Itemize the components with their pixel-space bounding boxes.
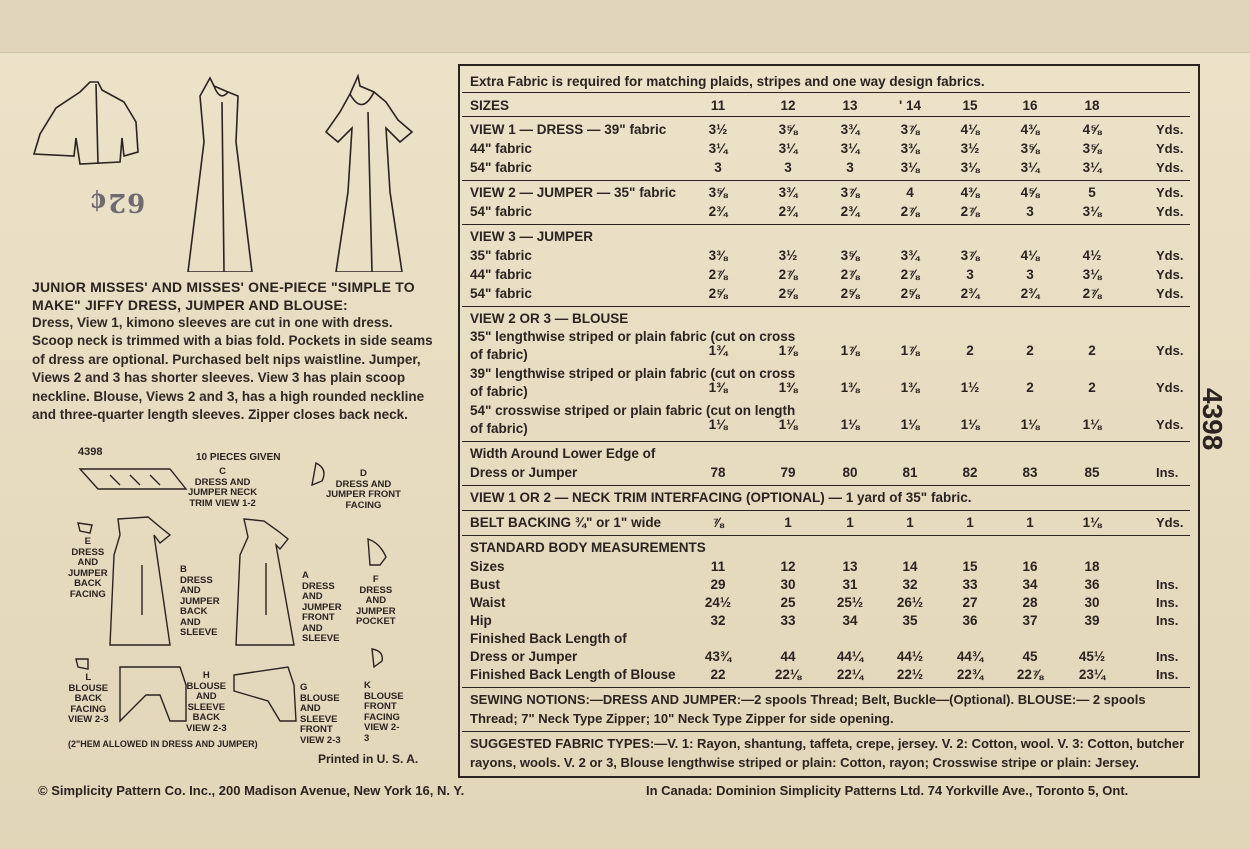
table-rule bbox=[462, 224, 1190, 225]
view3-row-unit: Yds. bbox=[1156, 286, 1184, 301]
piece-g-label: G BLOUSE AND SLEEVE FRONT VIEW 2-3 bbox=[300, 682, 341, 746]
view2-row-label: 54" fabric bbox=[470, 204, 532, 219]
fbl-row-value: 43¾ bbox=[704, 649, 732, 664]
view3-title: VIEW 3 — JUMPER bbox=[470, 229, 594, 244]
view3-row-value: 2⅝ bbox=[708, 286, 728, 301]
price-stamp: 62¢ bbox=[88, 187, 146, 217]
view3-row-value: 2⅞ bbox=[778, 267, 798, 282]
blouse-row-value: 1⅛ bbox=[1020, 417, 1040, 432]
view3-row-unit: Yds. bbox=[1156, 267, 1184, 282]
piece-k-label: K BLOUSE FRONT FACING VIEW 2- 3 bbox=[364, 680, 404, 744]
footer-canada: In Canada: Dominion Simplicity Patterns Ltd. 74 Yorkville Ave., Toronto 5, Ont. bbox=[646, 783, 1129, 798]
view3-row-unit: Yds. bbox=[1156, 248, 1184, 263]
width-label: Width Around Lower Edge of bbox=[470, 446, 656, 461]
view1-row-value: 3¼ bbox=[1082, 160, 1102, 175]
measurement-row-value: 37 bbox=[1022, 613, 1038, 628]
measurement-row-unit: Ins. bbox=[1156, 595, 1179, 610]
belt-row-value: ⅞ bbox=[712, 515, 724, 530]
fbb-row-value: 22¼ bbox=[836, 667, 864, 682]
size-header: 18 bbox=[1084, 98, 1100, 113]
table-rule bbox=[462, 687, 1190, 688]
piece-c-label: C DRESS AND JUMPER NECK TRIM VIEW 1-2 bbox=[188, 466, 258, 509]
measurement-row-label: Waist bbox=[470, 595, 506, 610]
fbb-row-value: 23¼ bbox=[1078, 667, 1106, 682]
view3-row-value: 3⅞ bbox=[960, 248, 980, 263]
pattern-description: Dress, View 1, kimono sleeves are cut in one with dress. Scoop neck is trimmed with a bias fold. Pockets in side seams of dress are optional. Purchased belt nips waistline. Jumper, Views 2 and 3 has shorter sleeves. View 3 has plain scoop neckline. Blouse, Views 2 and 3, has a high rounded neckline and three-quarter length sleeves. Zipper closes back neck. bbox=[32, 315, 433, 423]
blouse-row-unit: Yds. bbox=[1156, 380, 1184, 395]
measurement-row-value: 32 bbox=[902, 577, 918, 592]
belt-row-value: 1 bbox=[966, 515, 974, 530]
view2-row-unit: Yds. bbox=[1156, 204, 1184, 219]
view3-row-label: 35" fabric bbox=[470, 248, 532, 263]
view2-row-unit: Yds. bbox=[1156, 185, 1184, 200]
view1-row-value: 3⅝ bbox=[1082, 141, 1102, 156]
width-row-value: 83 bbox=[1022, 465, 1038, 480]
measurement-row-value: 34 bbox=[842, 613, 858, 628]
view3-row-value: 2⅞ bbox=[900, 267, 920, 282]
piece-a-label: A DRESS AND JUMPER FRONT AND SLEEVE bbox=[302, 570, 342, 644]
size-header: 16 bbox=[1022, 98, 1038, 113]
view2-row-value: 3⅝ bbox=[708, 185, 728, 200]
view1-row-label: 44" fabric bbox=[470, 141, 532, 156]
measurement-row-value: 14 bbox=[902, 559, 918, 574]
piece-f-label: F DRESS AND JUMPER POCKET bbox=[356, 574, 396, 627]
size-header: 13 bbox=[842, 98, 858, 113]
view3-row-value: 4½ bbox=[1082, 248, 1102, 263]
garment-sketches bbox=[28, 72, 448, 272]
blouse-row-value: 1⅜ bbox=[900, 380, 920, 395]
view3-row-value: 2¾ bbox=[960, 286, 980, 301]
piece-l-label: L BLOUSE BACK FACING VIEW 2-3 bbox=[68, 672, 109, 725]
measurement-row-value: 32 bbox=[710, 613, 726, 628]
finished-back-length-label: Finished Back Length of bbox=[470, 631, 627, 646]
measurement-row-value: 33 bbox=[780, 613, 796, 628]
belt-row-unit: Yds. bbox=[1156, 515, 1184, 530]
view1-row-value: 3¼ bbox=[708, 141, 728, 156]
pieces-pattern-number: 4398 bbox=[78, 446, 103, 458]
blouse-row-value: 2 bbox=[1088, 380, 1096, 395]
measurement-row-label: Sizes bbox=[470, 559, 505, 574]
blouse-row-label: of fabric) bbox=[470, 421, 528, 436]
view3-row-value: 3⅜ bbox=[708, 248, 728, 263]
view1-row-value: 3¼ bbox=[778, 141, 798, 156]
fbb-row-value: 22½ bbox=[896, 667, 924, 682]
view1-row-unit: Yds. bbox=[1156, 122, 1184, 137]
measurement-row-value: 39 bbox=[1084, 613, 1100, 628]
view2-row-value: 3⅞ bbox=[840, 185, 860, 200]
blouse-row-value: 1⅛ bbox=[960, 417, 980, 432]
measurement-row-value: 30 bbox=[780, 577, 796, 592]
view1-row-value: 3¼ bbox=[1020, 160, 1040, 175]
blouse-row-value: 1¾ bbox=[708, 343, 728, 358]
printed-in-usa: Printed in U. S. A. bbox=[318, 752, 419, 766]
blouse-row-label: 35" lengthwise striped or plain fabric (cut on cross bbox=[470, 329, 796, 344]
table-rule bbox=[462, 306, 1190, 307]
view3-row-value: 3½ bbox=[778, 248, 798, 263]
measurement-row-value: 12 bbox=[780, 559, 796, 574]
size-header: ' 14 bbox=[899, 98, 921, 113]
blouse-row-value: 1½ bbox=[960, 380, 980, 395]
table-rule bbox=[462, 180, 1190, 181]
fbl-row-value: 45½ bbox=[1078, 649, 1106, 664]
table-rule bbox=[462, 731, 1190, 732]
view1-row-value: 3 bbox=[784, 160, 792, 175]
blouse-row-value: 2 bbox=[966, 343, 974, 358]
table-rule bbox=[462, 92, 1190, 93]
measurement-row-value: 29 bbox=[710, 577, 726, 592]
blouse-row-value: 1⅛ bbox=[778, 417, 798, 432]
measurement-row-value: 11 bbox=[710, 559, 726, 574]
pattern-pieces-diagram bbox=[30, 445, 440, 765]
table-rule bbox=[462, 510, 1190, 511]
view1-row-value: 3¾ bbox=[840, 122, 860, 137]
belt-row-value: 1 bbox=[784, 515, 792, 530]
view3-row-value: 3 bbox=[1026, 267, 1034, 282]
view1-row-value: 3¼ bbox=[840, 141, 860, 156]
pattern-headline: JUNIOR MISSES' AND MISSES' ONE-PIECE "SIMPLE TO MAKE" JIFFY DRESS, JUMPER AND BLOUSE: bbox=[32, 279, 415, 313]
piece-d-label: D DRESS AND JUMPER FRONT FACING bbox=[326, 468, 401, 511]
blouse-row-unit: Yds. bbox=[1156, 343, 1184, 358]
fbl-row-unit: Ins. bbox=[1156, 649, 1179, 664]
measurement-row-label: Bust bbox=[470, 577, 500, 592]
view1-row-value: 3½ bbox=[960, 141, 980, 156]
piece-h-label: H BLOUSE AND SLEEVE BACK VIEW 2-3 bbox=[186, 670, 227, 734]
width-row-value: 79 bbox=[780, 465, 796, 480]
measurement-row-value: 34 bbox=[1022, 577, 1038, 592]
envelope-flap bbox=[0, 0, 1250, 53]
blouse-row-value: 1⅜ bbox=[778, 380, 798, 395]
fbl-row-value: 44½ bbox=[896, 649, 924, 664]
blouse-row-value: 2 bbox=[1026, 380, 1034, 395]
measurement-row-value: 28 bbox=[1022, 595, 1038, 610]
blouse-row-label: of fabric) bbox=[470, 347, 528, 362]
belt-row-value: 1⅛ bbox=[1082, 515, 1102, 530]
view1-title: VIEW 1 — DRESS — 39" fabric bbox=[470, 122, 667, 137]
view1-row-value: 3 bbox=[846, 160, 854, 175]
view2-row-value: 3¾ bbox=[778, 185, 798, 200]
view2-row-value: 4⅜ bbox=[960, 185, 980, 200]
view3-row-value: 3⅝ bbox=[840, 248, 860, 263]
blouse-row-value: 2 bbox=[1088, 343, 1096, 358]
view1-row-value: 3⅜ bbox=[900, 141, 920, 156]
view1-row-value: 3 bbox=[714, 160, 722, 175]
view3-row-value: 4⅛ bbox=[1020, 248, 1040, 263]
table-rule bbox=[462, 535, 1190, 536]
table-rule bbox=[462, 441, 1190, 442]
blouse-title: VIEW 2 OR 3 — BLOUSE bbox=[470, 311, 629, 326]
measurement-row-value: 30 bbox=[1084, 595, 1100, 610]
extra-fabric-note: Extra Fabric is required for matching plaids, stripes and one way design fabrics. bbox=[470, 74, 985, 89]
measurement-row-value: 13 bbox=[842, 559, 858, 574]
view2-row-value: 2¾ bbox=[708, 204, 728, 219]
width-row-value: 82 bbox=[962, 465, 978, 480]
measurement-row-value: 31 bbox=[842, 577, 858, 592]
measurement-row-label: Hip bbox=[470, 613, 492, 628]
suggested-fabrics: SUGGESTED FABRIC TYPES:—V. 1: Rayon, shantung, taffeta, crepe, jersey. V. 2: Cotton, wool. V. 3: Cotton, butcher rayons, wools. V. 2 or 3, Blouse lengthwise striped or plain: Cotton, rayon; Crosswise stripe or plain: Jersey. bbox=[470, 736, 1185, 770]
measurement-row-unit: Ins. bbox=[1156, 613, 1179, 628]
size-header: 15 bbox=[962, 98, 978, 113]
footer-copyright: © Simplicity Pattern Co. Inc., 200 Madison Avenue, New York 16, N. Y. bbox=[38, 783, 465, 798]
view1-row-value: 3⅞ bbox=[900, 122, 920, 137]
view2-row-value: 4⅝ bbox=[1020, 185, 1040, 200]
blouse-row-label: 54" crosswise striped or plain fabric (cut on length bbox=[470, 403, 796, 418]
size-header: 12 bbox=[780, 98, 796, 113]
view3-row-value: 2¾ bbox=[1020, 286, 1040, 301]
blouse-row-value: 1⅛ bbox=[708, 417, 728, 432]
table-rule bbox=[462, 116, 1190, 117]
view2-row-value: 4 bbox=[906, 185, 914, 200]
sewing-notions: SEWING NOTIONS:—DRESS AND JUMPER:—2 spools Thread; Belt, Buckle—(Optional). BLOUSE:— 2 spools Thread; 7" Neck Type Zipper; 10" Neck Type Zipper for side opening. bbox=[470, 692, 1146, 726]
fbl-row-value: 44 bbox=[780, 649, 796, 664]
hem-note: (2"HEM ALLOWED IN DRESS AND JUMPER) bbox=[68, 739, 258, 749]
measurement-row-value: 26½ bbox=[896, 595, 924, 610]
view1-row-value: 3⅝ bbox=[778, 122, 798, 137]
measurement-row-value: 36 bbox=[1084, 577, 1100, 592]
view1-row-value: 4⅜ bbox=[1020, 122, 1040, 137]
fbb-row-value: 22⅛ bbox=[774, 667, 802, 682]
view1-row-value: 4⅛ bbox=[960, 122, 980, 137]
view2-row-value: 3 bbox=[1026, 204, 1034, 219]
finished-back-length-label: Dress or Jumper bbox=[470, 649, 578, 664]
blouse-row-value: 1⅛ bbox=[1082, 417, 1102, 432]
width-row-value: 81 bbox=[902, 465, 918, 480]
belt-row-value: 1 bbox=[846, 515, 854, 530]
view3-row-value: 2⅞ bbox=[840, 267, 860, 282]
view3-row-value: 2⅞ bbox=[708, 267, 728, 282]
measurement-row-value: 25½ bbox=[836, 595, 864, 610]
width-row-unit: Ins. bbox=[1156, 465, 1179, 480]
view1-row-unit: Yds. bbox=[1156, 160, 1184, 175]
view2-row-value: 2¾ bbox=[778, 204, 798, 219]
measurement-row-value: 35 bbox=[902, 613, 918, 628]
view3-row-value: 2⅝ bbox=[840, 286, 860, 301]
view2-row-value: 5 bbox=[1088, 185, 1096, 200]
standard-measurements-title: STANDARD BODY MEASUREMENTS bbox=[470, 540, 706, 555]
table-rule bbox=[462, 485, 1190, 486]
view3-row-value: 3¾ bbox=[900, 248, 920, 263]
view2-row-value: 2⅞ bbox=[960, 204, 980, 219]
width-label: Dress or Jumper bbox=[470, 465, 578, 480]
fbb-row-unit: Ins. bbox=[1156, 667, 1179, 682]
blouse-row-value: 1⅛ bbox=[900, 417, 920, 432]
sizes-header-label: SIZES bbox=[470, 98, 510, 113]
belt-backing-label: BELT BACKING ¾" or 1" wide bbox=[470, 515, 662, 530]
piece-e-label: E DRESS AND JUMPER BACK FACING bbox=[68, 536, 108, 600]
blouse-row-label: of fabric) bbox=[470, 384, 528, 399]
width-row-value: 85 bbox=[1084, 465, 1100, 480]
fbb-row-value: 22 bbox=[710, 667, 726, 682]
view3-row-value: 2⅝ bbox=[778, 286, 798, 301]
view2-row-value: 3⅛ bbox=[1082, 204, 1102, 219]
side-pattern-number: 4398 bbox=[1197, 388, 1228, 451]
measurement-row-value: 24½ bbox=[704, 595, 732, 610]
blouse-row-value: 1⅞ bbox=[840, 343, 860, 358]
measurement-row-unit: Ins. bbox=[1156, 577, 1179, 592]
fbl-row-value: 44¼ bbox=[836, 649, 864, 664]
view3-row-label: 44" fabric bbox=[470, 267, 532, 282]
view3-row-value: 3 bbox=[966, 267, 974, 282]
measurement-row-value: 16 bbox=[1022, 559, 1038, 574]
blouse-row-label: 39" lengthwise striped or plain fabric (cut on cross bbox=[470, 366, 796, 381]
view1-row-value: 3⅛ bbox=[960, 160, 980, 175]
blouse-row-value: 1⅜ bbox=[708, 380, 728, 395]
measurement-row-value: 25 bbox=[780, 595, 796, 610]
yardage-table bbox=[458, 64, 1200, 778]
blouse-row-value: 1⅜ bbox=[840, 380, 860, 395]
blouse-row-value: 1⅞ bbox=[778, 343, 798, 358]
view3-row-value: 2⅝ bbox=[900, 286, 920, 301]
view1-row-value: 3⅝ bbox=[1020, 141, 1040, 156]
fbl-row-value: 45 bbox=[1022, 649, 1038, 664]
view1-row-value: 4⅝ bbox=[1082, 122, 1102, 137]
fbb-row-value: 22¾ bbox=[956, 667, 984, 682]
width-row-value: 80 bbox=[842, 465, 858, 480]
width-row-value: 78 bbox=[710, 465, 726, 480]
belt-row-value: 1 bbox=[906, 515, 914, 530]
view2-title: VIEW 2 — JUMPER — 35" fabric bbox=[470, 185, 676, 200]
blouse-row-value: 1⅞ bbox=[900, 343, 920, 358]
view1-row-label: 54" fabric bbox=[470, 160, 532, 175]
view2-row-value: 2⅞ bbox=[900, 204, 920, 219]
view3-row-value: 3⅛ bbox=[1082, 267, 1102, 282]
fbl-row-value: 44¾ bbox=[956, 649, 984, 664]
view1-row-unit: Yds. bbox=[1156, 141, 1184, 156]
view3-row-label: 54" fabric bbox=[470, 286, 532, 301]
blouse-row-value: 1⅛ bbox=[840, 417, 860, 432]
view1-row-value: 3½ bbox=[708, 122, 728, 137]
measurement-row-value: 33 bbox=[962, 577, 978, 592]
blouse-row-unit: Yds. bbox=[1156, 417, 1184, 432]
fbb-row-value: 22⅞ bbox=[1016, 667, 1044, 682]
finished-blouse-length-label: Finished Back Length of Blouse bbox=[470, 667, 676, 682]
view3-row-value: 2⅞ bbox=[1082, 286, 1102, 301]
neck-trim-note: VIEW 1 OR 2 — NECK TRIM INTERFACING (OPTIONAL) — 1 yard of 35" fabric. bbox=[470, 490, 972, 505]
view1-row-value: 3⅛ bbox=[900, 160, 920, 175]
blouse-row-value: 2 bbox=[1026, 343, 1034, 358]
measurement-row-value: 36 bbox=[962, 613, 978, 628]
view2-row-value: 2¾ bbox=[840, 204, 860, 219]
measurement-row-value: 27 bbox=[962, 595, 978, 610]
belt-row-value: 1 bbox=[1026, 515, 1034, 530]
size-header: 11 bbox=[710, 98, 726, 113]
piece-b-label: B DRESS AND JUMPER BACK AND SLEEVE bbox=[180, 564, 220, 638]
pieces-given: 10 PIECES GIVEN bbox=[196, 452, 281, 463]
measurement-row-value: 15 bbox=[962, 559, 978, 574]
measurement-row-value: 18 bbox=[1084, 559, 1100, 574]
